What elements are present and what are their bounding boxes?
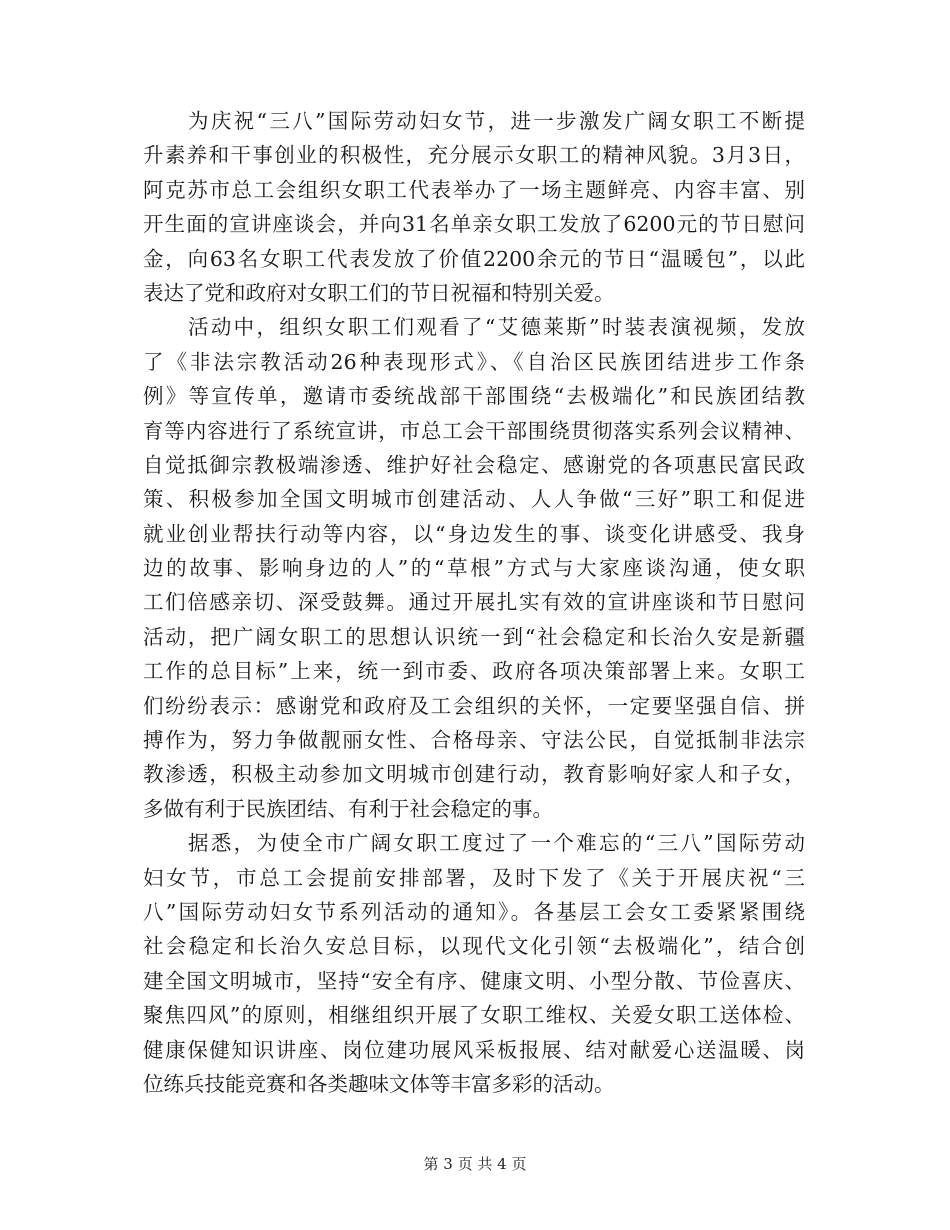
paragraph-line: 阿克苏市总工会组织女职工代表举办了一场主题鲜亮、内容丰富、别 (143, 177, 805, 202)
paragraph-line: 据悉，为使全市广阔女职工度过了一个难忘的“三八”国际劳动 (188, 831, 805, 856)
paragraph-line: 妇女节，市总工会提前安排部署，及时下发了《关于开展庆祝“三 (143, 865, 805, 890)
page-number-footer: 第 3 页 共 4 页 (423, 1155, 527, 1173)
paragraph-line: 建全国文明城市，坚持“安全有序、健康文明、小型分散、节俭喜庆、 (143, 968, 805, 993)
paragraph-line: 活动中，组织女职工们观看了“艾德莱斯”时装表演视频，发放 (188, 315, 805, 340)
paragraph-line: 自觉抵御宗教极端渗透、维护好社会稳定、感谢党的各项惠民富民政 (143, 452, 805, 477)
paragraph-line: 教渗透，积极主动参加文明城市创建行动，教育影响好家人和子女， (143, 762, 805, 787)
paragraph-line: 边的故事、影响身边的人”的“草根”方式与大家座谈沟通，使女职 (143, 556, 805, 581)
paragraph-line: 策、积极参加全国文明城市创建活动、人人争做“三好”职工和促进 (143, 487, 805, 512)
paragraph-3 (143, 826, 805, 1101)
paragraph-line: 聚焦四风”的原则，相继组织开展了女职工维权、关爱女职工送体检、 (143, 1003, 805, 1028)
paragraph-line: 活动，把广阔女职工的思想认识统一到“社会稳定和长治久安是新疆 (143, 624, 805, 649)
paragraph-line: 搏作为，努力争做靓丽女性、合格母亲、守法公民，自觉抵制非法宗 (143, 728, 805, 753)
paragraph-line: 就业创业帮扶行动等内容，以“身边发生的事、谈变化讲感受、我身 (143, 521, 805, 546)
paragraph-line: 多做有利于民族团结、有利于社会稳定的事。 (143, 796, 553, 821)
paragraph-line: 健康保健知识讲座、岗位建功展风采板报展、结对献爱心送温暖、岗 (143, 1037, 805, 1062)
paragraph-line: 工作的总目标”上来，统一到市委、政府各项决策部署上来。女职工 (143, 659, 805, 684)
paragraph-line: 社会稳定和长治久安总目标，以现代文化引领“去极端化”，结合创 (143, 934, 805, 959)
paragraph-line: 升素养和干事创业的积极性，充分展示女职工的精神风貌。3月3日， (143, 143, 805, 168)
document-body (143, 104, 805, 1101)
paragraph-line: 位练兵技能竞赛和各类趣味文体等丰富多彩的活动。 (143, 1071, 615, 1096)
paragraph-line: 八”国际劳动妇女节系列活动的通知》。各基层工会女工委紧紧围绕 (143, 899, 805, 924)
paragraph-line: 金，向63名女职工代表发放了价值2200余元的节日“温暖包”，以此 (143, 246, 805, 271)
paragraph-line: 了《非法宗教活动26种表现形式》、《自治区民族团结进步工作条 (143, 349, 805, 374)
paragraph-line: 表达了党和政府对女职工们的节日祝福和特别关爱。 (143, 280, 615, 305)
paragraph-line: 工们倍感亲切、深受鼓舞。通过开展扎实有效的宣讲座谈和节日慰问 (143, 590, 805, 615)
paragraph-2 (143, 310, 805, 826)
paragraph-line: 开生面的宣讲座谈会，并向31名单亲女职工发放了6200元的节日慰问 (143, 212, 805, 237)
paragraph-line: 们纷纷表示：感谢党和政府及工会组织的关怀，一定要坚强自信、拼 (143, 693, 805, 718)
paragraph-line: 为庆祝“三八”国际劳动妇女节，进一步激发广阔女职工不断提 (188, 109, 805, 133)
paragraph-line: 育等内容进行了系统宣讲，市总工会干部围绕贯彻落实系列会议精神、 (143, 418, 805, 443)
paragraph-1 (143, 104, 805, 310)
paragraph-line: 例》等宣传单，邀请市委统战部干部围绕“去极端化”和民族团结教 (143, 384, 805, 409)
